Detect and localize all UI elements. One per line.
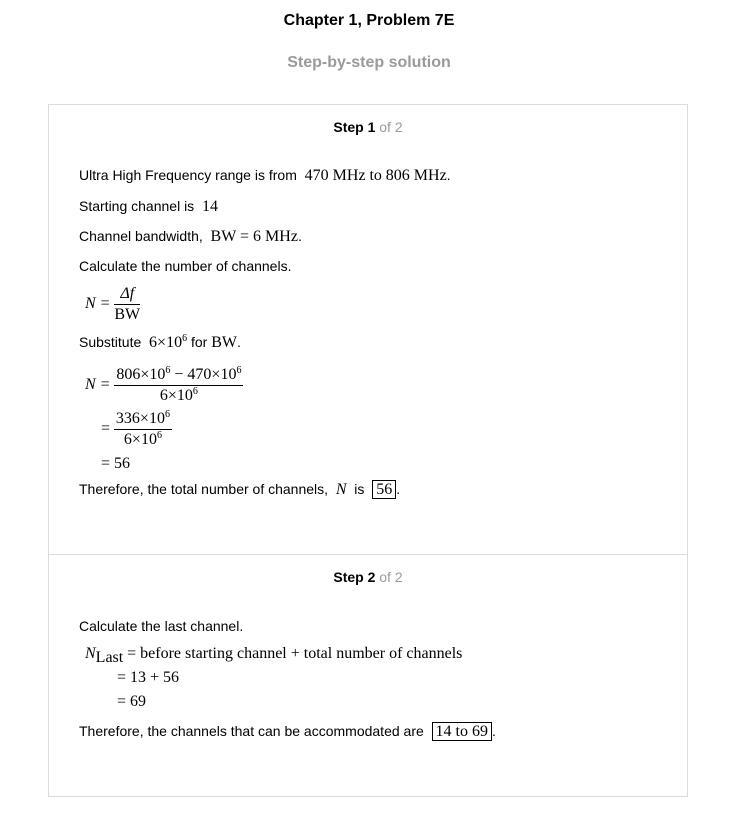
substitute-text: Substitute [79,334,142,350]
step-2-label: Step 2 [333,569,376,585]
formula-numerator: Δf [114,285,140,305]
step-1-conclusion: Therefore, the total number of channels, N is 56 . [79,481,401,498]
page-subtitle: Step-by-step solution [287,54,451,71]
uhf-to: to [369,167,382,184]
step-2-count: of 2 [375,569,403,585]
conclusion-text: Therefore, the total number of channels, [79,481,329,497]
uhf-range-line: Ultra High Frequency range is from 470 MHz to 806 MHz. [79,167,451,184]
start-channel-value: 14 [201,198,218,215]
subst-numerator: $806\times 10^6 - 470\times 10^6$ [114,366,243,386]
result-equation: = 56 [101,455,131,472]
last-sum: = 13 + 56 [117,669,180,686]
substitute-for: for [190,334,208,350]
step-1-header [49,119,687,135]
subst-lhs: N = [85,376,111,394]
step-1-count: of 2 [375,119,403,135]
last-result: = 69 [117,693,147,710]
channels-formula [85,285,140,324]
step-2-card [48,554,688,797]
page-title: Chapter 1, Problem 7E [283,12,455,29]
conclusion-is: is [354,481,365,497]
bandwidth-line: Channel bandwidth, BW = 6 MHz. [79,228,302,245]
step-1-card [48,104,688,555]
formula-denominator: BW [114,306,141,323]
formula-lhs: N = [85,295,111,313]
substitution-equation [85,366,243,405]
subst-denominator: $6\times 10^6$ [159,386,198,404]
last-subscript: Last [95,649,124,666]
substitute-exponent: 6 [182,333,188,344]
bandwidth-text: Channel bandwidth, [79,228,203,244]
step-1-label: Step 1 [333,119,376,135]
last-var: N [85,645,96,662]
substitute-target: BW [211,334,237,351]
substitute-value: 6×10 [149,334,183,351]
substitute-line: Substitute $6\times 10^6$ for BW. [79,333,241,351]
simplify-denominator: $6\times 10^6$ [123,430,162,448]
last-channel-equation [85,645,463,666]
uhf-range-text: Ultra High Frequency range is from [79,167,297,183]
calc-last-channel-text: Calculate the last channel. [79,618,244,634]
start-channel-line [79,198,218,216]
simplify-equation [101,410,172,449]
calc-channels-text: Calculate the number of channels. [79,258,292,274]
last-rhs: = before starting channel + total number of channels [127,645,463,662]
start-channel-text: Starting channel is [79,198,195,214]
step-2-header [49,569,687,585]
conclusion-variable: N [335,481,347,498]
uhf-high-value: 806 MHz [385,167,447,184]
simplify-numerator: $336\times 10^6$ [114,410,172,430]
bandwidth-value: BW = 6 MHz [210,228,298,245]
simplify-eq-sign: = [101,420,111,438]
uhf-low-value: 470 MHz [304,167,366,184]
step-2-conclusion-text: Therefore, the channels that can be accommodated are [79,723,424,739]
answer-box-range: 14 to 69 [432,722,492,741]
answer-box-56: 56 [372,480,396,499]
step-2-conclusion: Therefore, the channels that can be accommodated are 14 to 69 . [79,723,496,740]
